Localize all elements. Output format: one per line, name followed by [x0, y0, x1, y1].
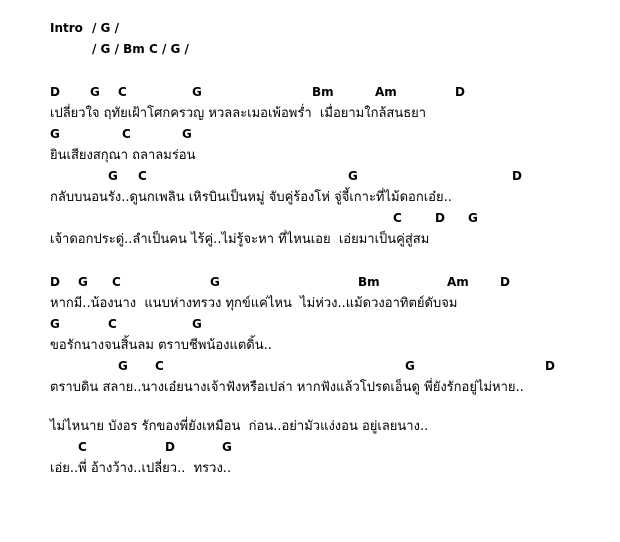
chord-row: [0, 82, 620, 103]
lyric-row: [0, 416, 620, 437]
lyric-row: [0, 103, 620, 124]
chord: D: [545, 359, 555, 373]
spacer: [0, 250, 620, 272]
lyric: ยินเสียงสกุณา ถลาลมร่อน: [50, 148, 196, 163]
intro-block: [0, 18, 620, 60]
chord: D: [512, 169, 522, 183]
chord-row: [0, 166, 620, 187]
verse-1: [0, 82, 620, 250]
chord: G: [348, 169, 358, 183]
chord-row: [0, 314, 620, 335]
chord: Am: [375, 85, 397, 99]
chord-row: [0, 356, 620, 377]
chord: G: [192, 85, 202, 99]
intro-chords-1: / G /: [92, 21, 119, 35]
chord: C: [393, 211, 402, 225]
chord-row: [0, 124, 620, 145]
chord: C: [112, 275, 121, 289]
intro-line-1: [0, 18, 620, 39]
chord: G: [210, 275, 220, 289]
lyric-row: [0, 229, 620, 250]
lyric-row: [0, 377, 620, 398]
intro-chords-2: / G / Bm C / G /: [92, 42, 189, 56]
lyric: กลับบนอนรัง..ดูนกเพลิน เหิรบินเป็นหมู่ จับคู่ร้องโห่ จู่จี้เกาะที่ไม้ดอกเอ๋ย..: [50, 190, 452, 205]
spacer: [0, 398, 620, 416]
chord: Bm: [312, 85, 334, 99]
chord: G: [50, 127, 60, 141]
lyric-row: [0, 145, 620, 166]
lyric: เปลี่ยวใจ ฤทัยเฝ้าโศกครวญ หวลละเมอเพ้อพร่ำ เมื่อยามใกล้สนธยา: [50, 106, 427, 121]
chord: D: [165, 440, 175, 454]
verse-2: [0, 272, 620, 398]
chord: G: [182, 127, 192, 141]
chord: G: [405, 359, 415, 373]
lyric: ขอรักนางจนสิ้นลม ตราบชีพน้องแตดิ้น..: [50, 338, 272, 353]
chord: C: [108, 317, 117, 331]
chord: C: [155, 359, 164, 373]
chord-row: [0, 208, 620, 229]
intro-line-2: [0, 39, 620, 60]
intro-label: Intro: [50, 21, 83, 35]
chord: C: [78, 440, 87, 454]
chord: D: [50, 275, 60, 289]
lyric-row: [0, 458, 620, 479]
chord: D: [50, 85, 60, 99]
chord: C: [118, 85, 127, 99]
chord: G: [90, 85, 100, 99]
chord: G: [78, 275, 88, 289]
spacer: [0, 60, 620, 82]
lyric: ตราบดิน สลาย..นางเอ๋ยนางเจ้าฟังหรือเปล่า หากฟังแล้วโปรดเอ็นดู พี่ยังรักอยู่ไม่หาย..: [50, 380, 524, 395]
chord: D: [435, 211, 445, 225]
verse-3: [0, 416, 620, 479]
lyric: เจ้าดอกประดู่..ลำเป็นคน ไร้คู่..ไม่รู้จะหา ที่ไหนเอย เอ่ยมาเป็นคู่สู่สม: [50, 232, 430, 247]
chord-row: [0, 272, 620, 293]
chord: C: [122, 127, 131, 141]
chord: G: [468, 211, 478, 225]
chord: Bm: [358, 275, 380, 289]
lyric-row: [0, 187, 620, 208]
lyric: หากมี..น้องนาง แนบห่างทรวง ทุกข์แค่ไหน ไม่ห่วง..แม้ดวงอาทิตย์ดับจม: [50, 296, 458, 311]
chord: G: [118, 359, 128, 373]
chord: G: [222, 440, 232, 454]
chord: G: [192, 317, 202, 331]
chord: G: [50, 317, 60, 331]
lyric-row: [0, 293, 620, 314]
lyric: ไม่ไหนาย บังอร รักของพี่ยังเหมือน ก่อน..อย่ามัวแง่งอน อยู่เลยนาง..: [50, 419, 429, 434]
chord-row: [0, 437, 620, 458]
lyric: เอ่ย..พี่ อ้างว้าง..เปลี่ยว.. ทรวง..: [50, 461, 232, 476]
chord: D: [500, 275, 510, 289]
chord: D: [455, 85, 465, 99]
chord: G: [108, 169, 118, 183]
lyric-row: [0, 335, 620, 356]
chord: Am: [447, 275, 469, 289]
chord: C: [138, 169, 147, 183]
